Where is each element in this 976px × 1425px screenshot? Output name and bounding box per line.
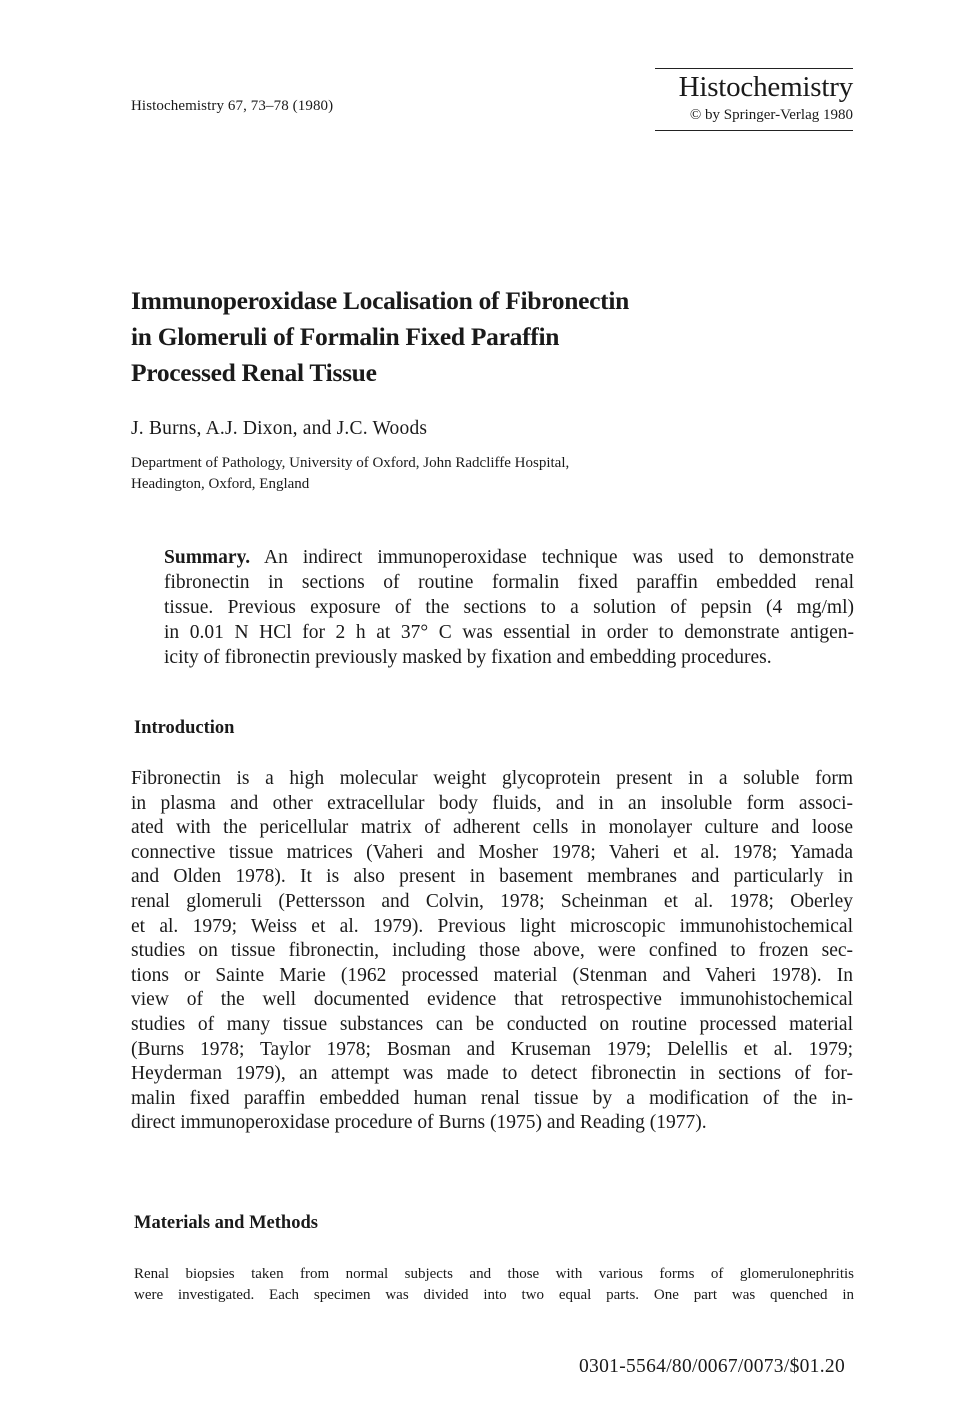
paragraph-line: studies on tissue fibronectin, including those above, were confined to frozen sec- [131,940,853,962]
author-list: J. Burns, A.J. Dixon, and J.C. Woods [131,418,428,439]
paragraph-line: tions or Sainte Marie (1962 processed material (Stenman and Vaheri 1978). In [131,964,853,986]
masthead-top-rule [655,68,853,69]
summary-line: icity of fibronectin previously masked by fixation and embedding procedures. [164,647,772,668]
paragraph-line: renal glomeruli (Pettersson and Colvin, 1978; Scheinman et al. 1978; Oberley [131,890,853,912]
paragraph-line: (Burns 1978; Taylor 1978; Bosman and Kruseman 1979; Delellis et al. 1979; [131,1038,853,1060]
paragraph-line: ated with the pericellular matrix of adherent cells in monolayer culture and loose [131,817,853,839]
title-line: in Glomeruli of Formalin Fixed Paraffin [131,322,560,351]
paragraph-line: studies of many tissue substances can be conducted on routine processed material [131,1013,853,1035]
paragraph-line: direct immunoperoxidase procedure of Burns (1975) and Reading (1977). [131,1112,707,1134]
copyright-notice: © by Springer-Verlag 1980 [689,107,853,123]
affiliation-line: Department of Pathology, University of Oxford, John Radcliffe Hospital, [131,455,570,471]
masthead-bottom-rule [655,130,853,131]
summary-text: An indirect immunoperoxidase technique was used to demonstrate [250,547,854,568]
article-identifier-code: 0301-5564/80/0067/0073/$01.20 [579,1356,845,1377]
author-affiliation [131,453,569,495]
paragraph-line: and Olden 1978). It is also present in basement membranes and particularly in [131,866,853,888]
section-heading-materials-methods: Materials and Methods [134,1213,318,1233]
paragraph-line: Fibronectin is a high molecular weight glycoprotein present in a soluble form [131,768,853,789]
paragraph-line: malin fixed paraffin embedded human renal tissue by a modification of the in- [131,1087,853,1109]
summary-line: in 0.01 N HCl for 2 h at 37° C was essential in order to demonstrate antigen- [164,622,854,643]
summary-line [164,545,854,570]
summary-line: tissue. Previous exposure of the sections to a solution of pepsin (4 mg/ml) [164,597,854,618]
paragraph-line: view of the well documented evidence that retrospective immunohistochemical [131,989,853,1011]
journal-masthead [655,68,853,131]
paragraph-line: in plasma and other extracellular body fluids, and in an insoluble form associ- [131,792,853,814]
paragraph-line: were investigated. Each specimen was divided into two equal parts. One part was quenched in [134,1286,854,1303]
paragraph-line: connective tissue matrices (Vaheri and Mosher 1978; Vaheri et al. 1978; Yamada [131,841,853,863]
journal-citation: Histochemistry 67, 73–78 (1980) [131,98,334,114]
journal-name: Histochemistry [678,71,853,103]
article-title [131,283,851,391]
paragraph-line: Heyderman 1979), an attempt was made to detect fibronectin in sections of for- [131,1063,853,1085]
introduction-body [131,767,853,1136]
paragraph-line: et al. 1979; Weiss et al. 1979). Previous light microscopic immunohistochemical [131,915,853,937]
abstract-summary [164,545,854,670]
summary-label: Summary. [164,547,251,568]
section-heading-introduction: Introduction [134,718,235,738]
title-line: Processed Renal Tissue [131,358,377,387]
paragraph-line: Renal biopsies taken from normal subjects and those with various forms of glomerulonephritis [134,1266,854,1282]
summary-line: fibronectin in sections of routine formalin fixed paraffin embedded renal [164,572,854,593]
title-line: Immunoperoxidase Localisation of Fibronectin [131,286,630,315]
methods-body [134,1264,854,1305]
affiliation-line: Headington, Oxford, England [131,476,310,492]
